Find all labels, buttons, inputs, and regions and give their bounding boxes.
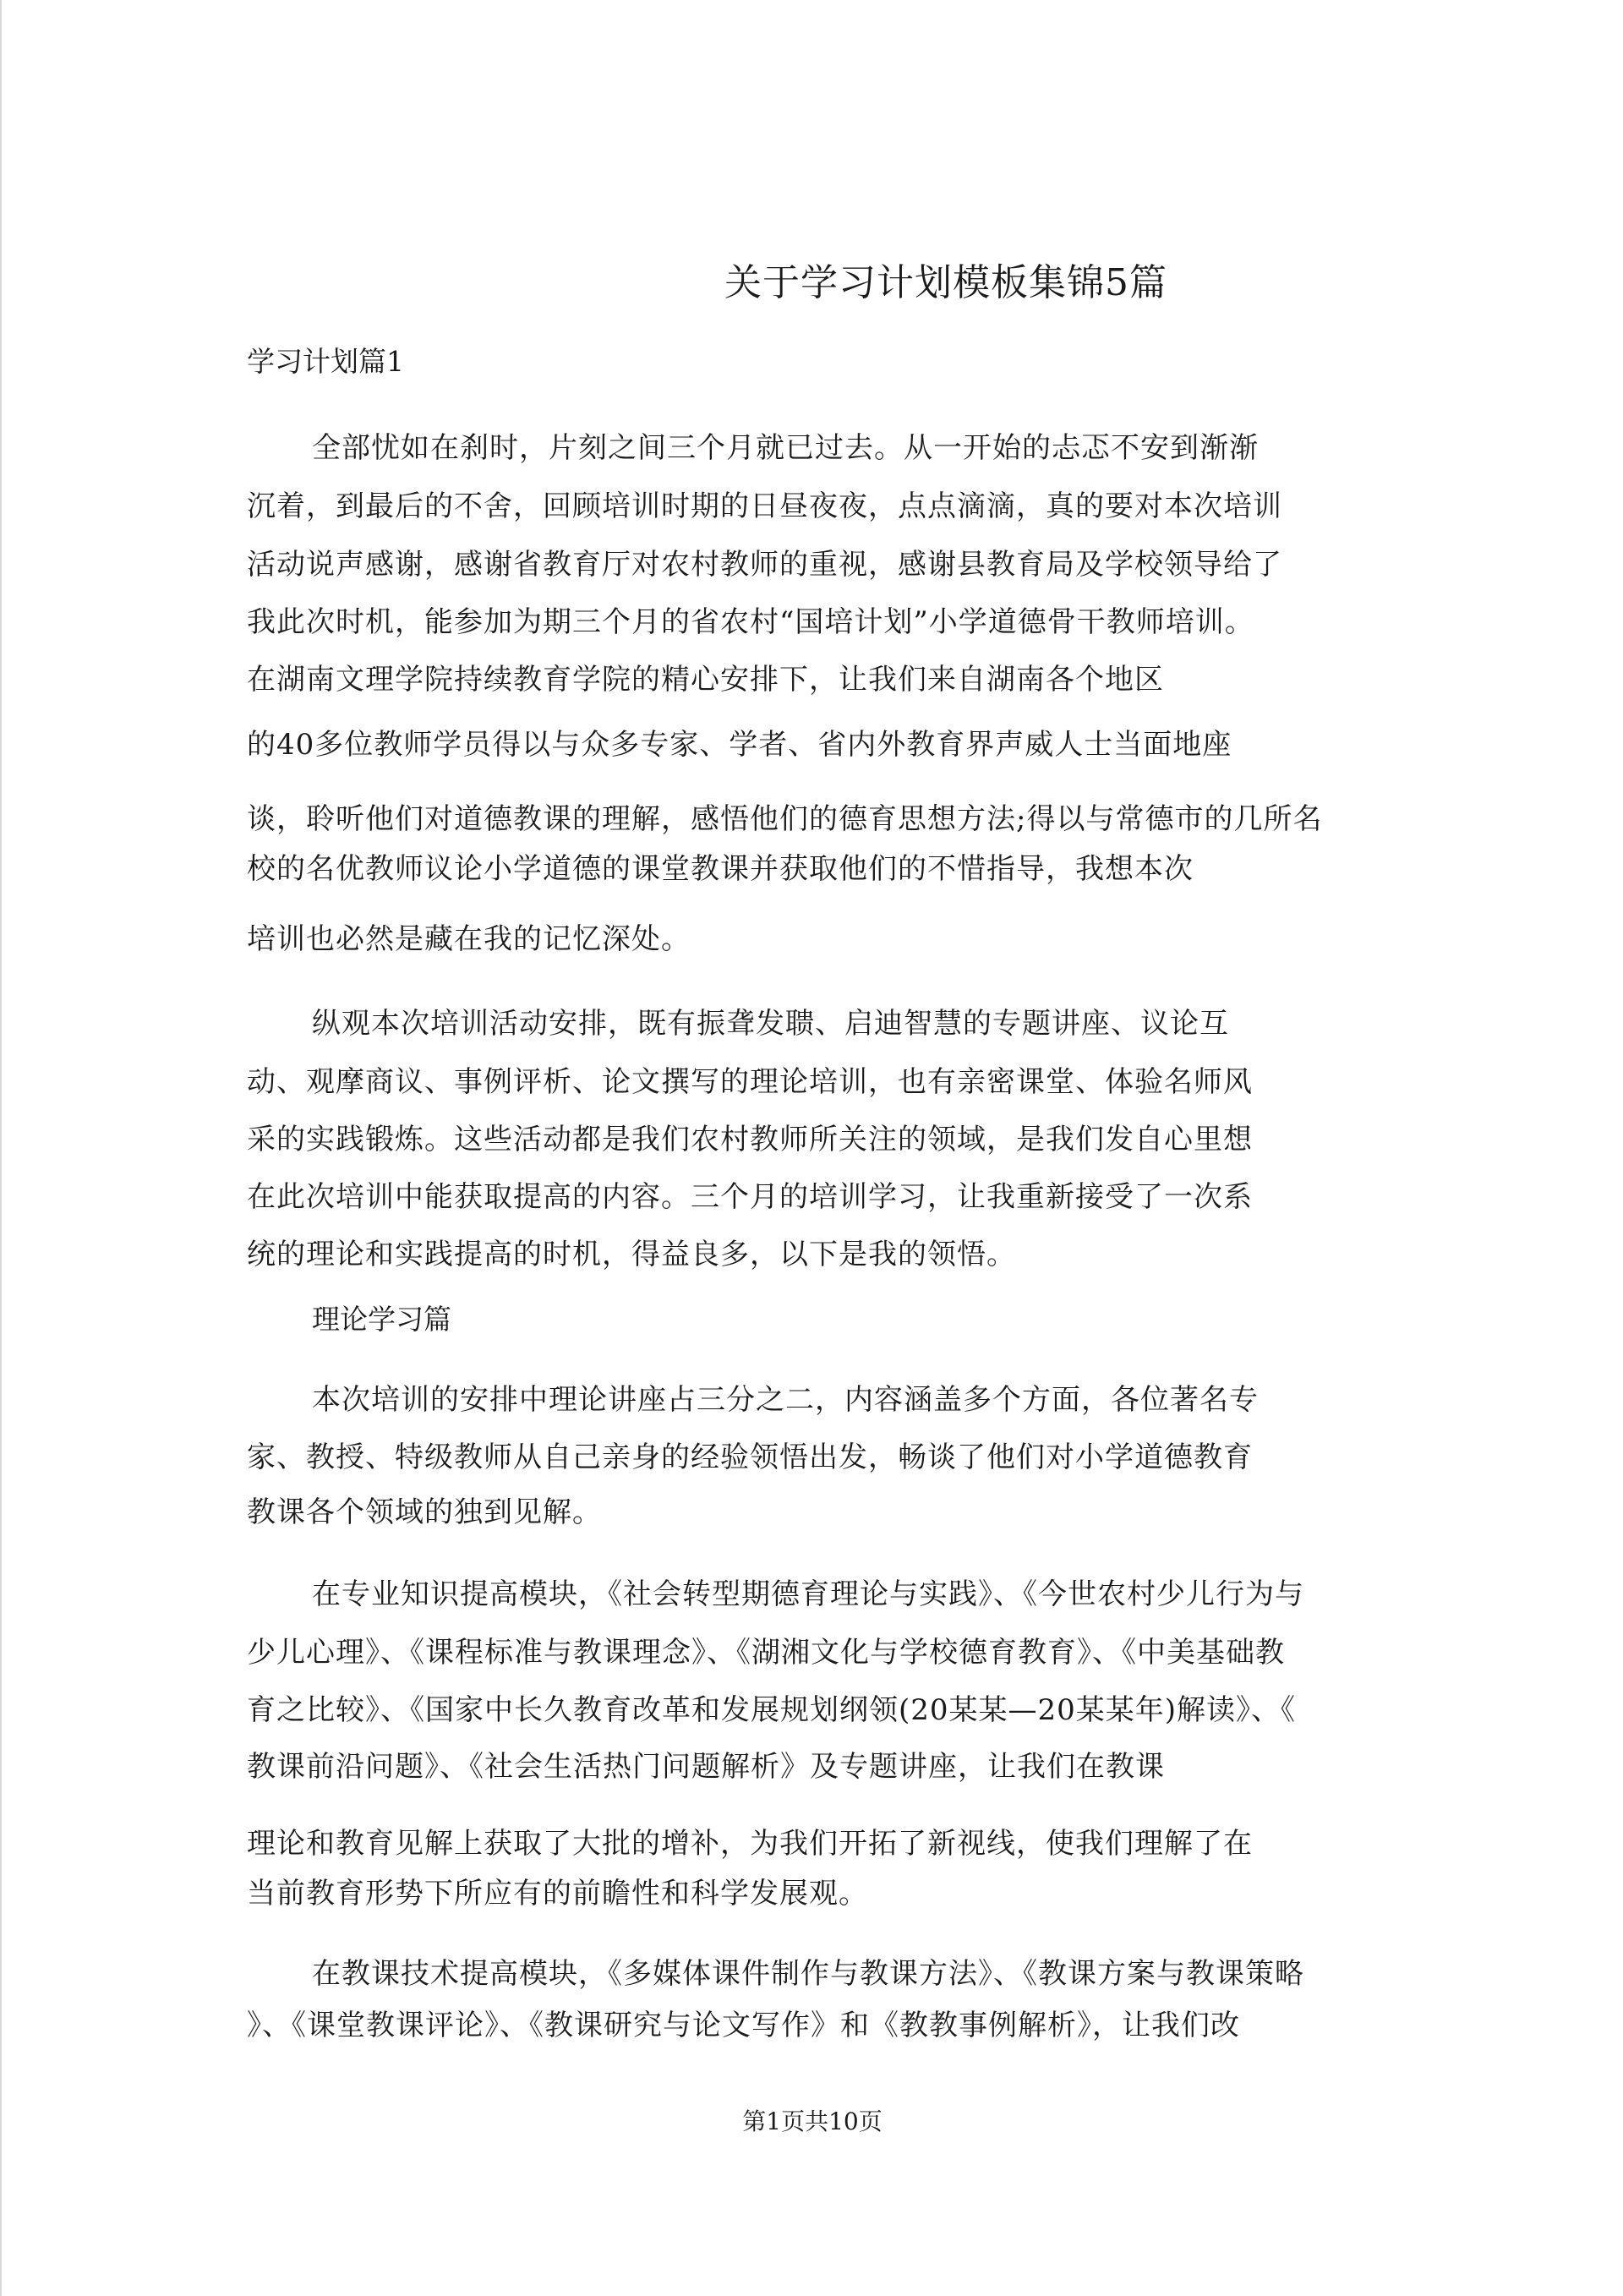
paragraph-line: 少儿心理》、《课程标准与教课理念》、《湖湘文化与学校德育教育》、《中美基础教 xyxy=(247,1636,1285,1670)
page-footer: 第1页共10页 xyxy=(742,2107,883,2135)
subheading: 理论学习篇 xyxy=(312,1303,451,1336)
paragraph-line: 沉着，到最后的不舍，回顾培训时期的日昼夜夜，点点滴滴，真的要对本次培训 xyxy=(247,489,1282,523)
paragraph-line: 动、观摩商议、事例评析、论文撰写的理论培训，也有亲密课堂、体验名师风 xyxy=(247,1065,1253,1099)
paragraph-line: 在此次培训中能获取提高的内容。三个月的培训学习，让我重新接受了一次系 xyxy=(247,1180,1253,1214)
paragraph-line: 培训也必然是藏在我的记忆深处。 xyxy=(247,922,691,956)
paragraph-line: 在专业知识提高模块，《社会转型期德育理论与实践》、《今世农村少儿行为与 xyxy=(312,1577,1304,1611)
paragraph-line: 家、教授、特级教师从自己亲身的经验领悟出发，畅谈了他们对小学道德教育 xyxy=(247,1440,1253,1474)
paragraph-line: 的40多位教师学员得以与众多专家、学者、省内外教育界声威人士当面地座 xyxy=(247,728,1232,762)
section-heading: 学习计划篇1 xyxy=(247,345,404,378)
paragraph-line: 教课各个领域的独到见解。 xyxy=(247,1495,602,1529)
paragraph-line: 统的理论和实践提高的时机，得益良多，以下是我的领悟。 xyxy=(247,1238,1016,1271)
paragraph-line: 在湖南文理学院持续教育学院的精心安排下，让我们来自湖南各个地区 xyxy=(247,663,1164,697)
paragraph-line: 全部忧如在刹时，片刻之间三个月就已过去。从一开始的忐忑不安到渐渐 xyxy=(312,431,1259,465)
paragraph-line: 教课前沿问题》、《社会生活热门问题解析》及专题讲座，让我们在教课 xyxy=(247,1750,1165,1784)
paragraph-line: 活动说声感谢，感谢省教育厅对农村教师的重视，感谢县教育局及学校领导给了 xyxy=(247,548,1282,582)
paragraph-line: 》、《课堂教课评论》、《教课研究与论文写作》和《教教事例解析》，让我们改 xyxy=(247,2009,1240,2042)
document-title: 关于学习计划模板集锦5篇 xyxy=(724,261,1167,304)
paragraph-line: 当前教育形势下所应有的前瞻性和科学发展观。 xyxy=(247,1877,868,1911)
paragraph-line: 育之比较》、《国家中长久教育改革和发展规划纲领(20某某—20某某年)解读》、《 xyxy=(247,1693,1297,1727)
paragraph-line: 我此次时机，能参加为期三个月的省农村“国培计划”小学道德骨干教师培训。 xyxy=(247,605,1254,639)
paragraph-line: 理论和教育见解上获取了大批的增补，为我们开拓了新视线，使我们理解了在 xyxy=(247,1827,1253,1861)
paragraph-line: 采的实践锻炼。这些活动都是我们农村教师所关注的领域，是我们发自心里想 xyxy=(247,1123,1253,1156)
paragraph-line: 纵观本次培训活动安排，既有振聋发聩、启迪智慧的专题讲座、议论互 xyxy=(312,1007,1229,1041)
paragraph-line: 校的名优教师议论小学道德的课堂教课并获取他们的不惜指导，我想本次 xyxy=(247,852,1194,886)
paragraph-line: 在教课技术提高模块，《多媒体课件制作与教课方法》、《教课方案与教课策略 xyxy=(312,1957,1304,1991)
paragraph-line: 谈，聆听他们对道德教课的理解，感悟他们的德育思想方法;得以与常德市的几所名 xyxy=(247,802,1323,836)
paragraph-line: 本次培训的安排中理论讲座占三分之二，内容涵盖多个方面，各位著名专 xyxy=(312,1383,1259,1417)
